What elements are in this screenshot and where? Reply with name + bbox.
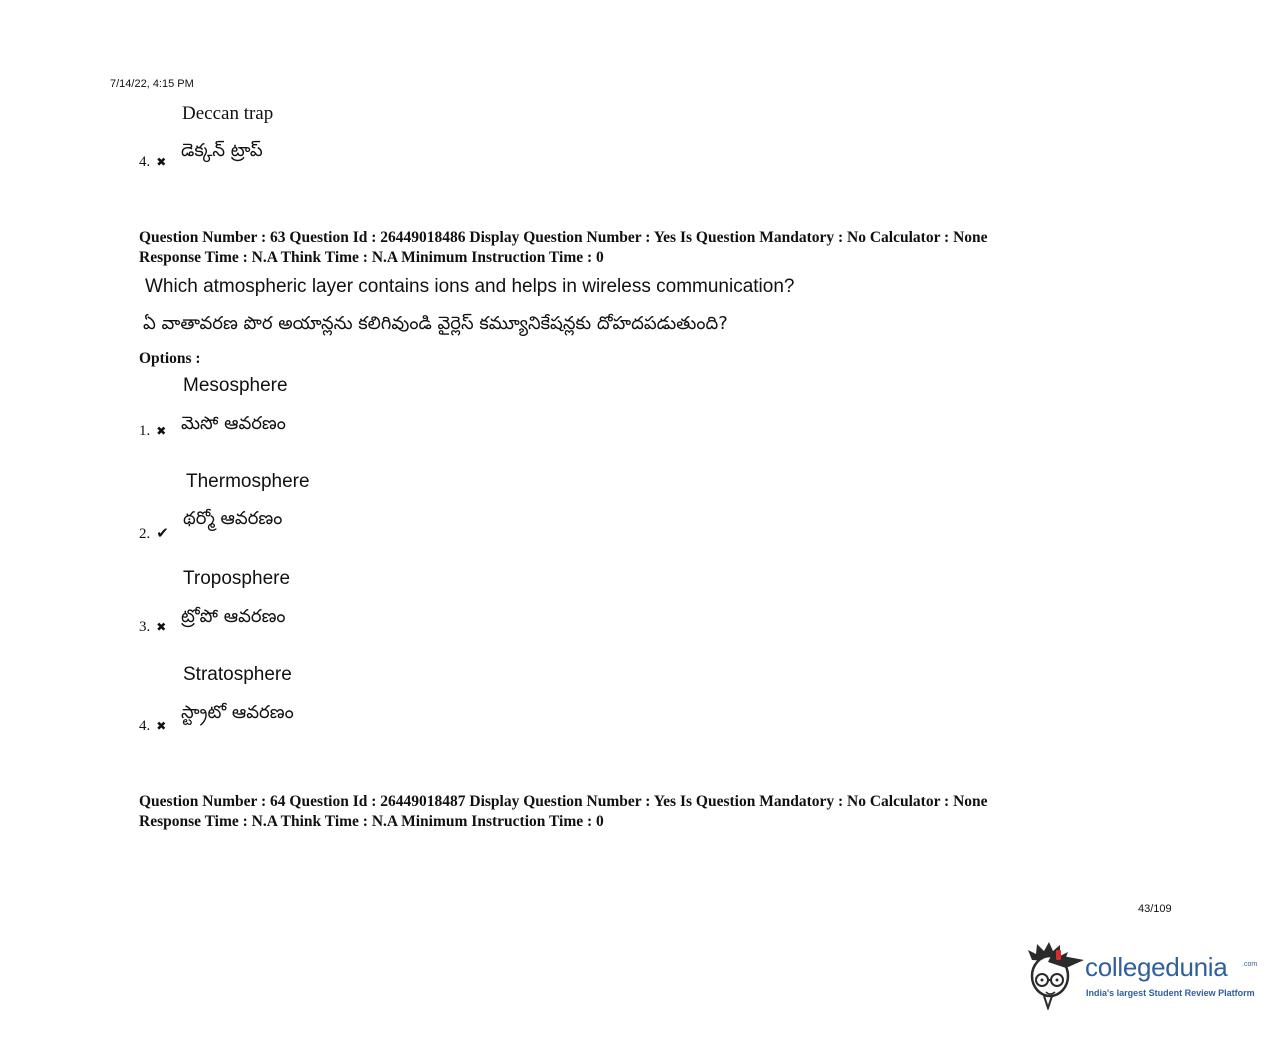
option-2-label — [139, 524, 169, 543]
question-64-meta-line2: Response Time : N.A Think Time : N.A Minimum Instruction Time : 0 — [139, 813, 604, 830]
logo-suffix: .com — [1242, 961, 1258, 968]
option-number: 3. — [139, 619, 151, 635]
cross-icon: ✖ — [156, 155, 167, 169]
cross-icon: ✖ — [156, 719, 167, 733]
collegedunia-mascot-logo — [1022, 938, 1088, 1010]
option-3-telugu: ట్రోపో ఆవరణం — [181, 606, 286, 627]
check-icon: ✔ — [156, 524, 169, 542]
option-3-english: Troposphere — [183, 568, 291, 589]
option-number: 4. — [139, 154, 151, 170]
prev-option-4-telugu: డెక్కన్ ట్రాప్ — [181, 140, 263, 161]
question-63-meta-line1: Question Number : 63 Question Id : 26449018486 Display Question Number : Yes Is Question Mandatory : No Calculator : None — [139, 229, 988, 246]
option-4-telugu: స్ట్రాటో ఆవరణం — [181, 702, 294, 723]
option-1-label — [139, 423, 166, 440]
print-timestamp: 7/14/22, 4:15 PM — [110, 78, 194, 90]
option-4-label — [139, 718, 166, 735]
logo-brand-text: collegedunia — [1085, 952, 1228, 982]
option-number: 1. — [139, 423, 151, 439]
option-4-english: Stratosphere — [183, 664, 292, 685]
option-number: 2. — [139, 526, 151, 542]
page-number: 43/109 — [1138, 903, 1172, 915]
option-number: 4. — [139, 718, 151, 734]
options-label: Options : — [139, 350, 201, 367]
option-1-english: Mesosphere — [183, 375, 288, 396]
cross-icon: ✖ — [156, 620, 167, 634]
question-64-meta-line1: Question Number : 64 Question Id : 26449018487 Display Question Number : Yes Is Question Mandatory : No Calculator : None — [139, 793, 988, 810]
cross-icon: ✖ — [156, 424, 167, 438]
question-63-text-english: Which atmospheric layer contains ions and helps in wireless communication? — [145, 276, 795, 297]
question-63-meta-line2: Response Time : N.A Think Time : N.A Minimum Instruction Time : 0 — [139, 249, 604, 266]
option-1-telugu: మెసో ఆవరణం — [181, 413, 286, 434]
question-63-meta — [139, 228, 988, 268]
prev-option-4-english: Deccan trap — [182, 103, 274, 124]
question-63-text-telugu: ఏ వాతావరణ పొర అయాన్లను కలిగివుండి వైర్లెస్ కమ్యూనికేషన్లకు దోహదపడుతుంది? — [143, 313, 728, 334]
question-64-meta — [139, 792, 988, 832]
logo-tagline: India's largest Student Review Platform — [1086, 988, 1255, 998]
option-2-telugu: థర్మో ఆవరణం — [183, 508, 283, 529]
option-2-english: Thermosphere — [186, 471, 310, 492]
prev-option-4-label — [139, 154, 166, 171]
option-3-label — [139, 619, 166, 636]
